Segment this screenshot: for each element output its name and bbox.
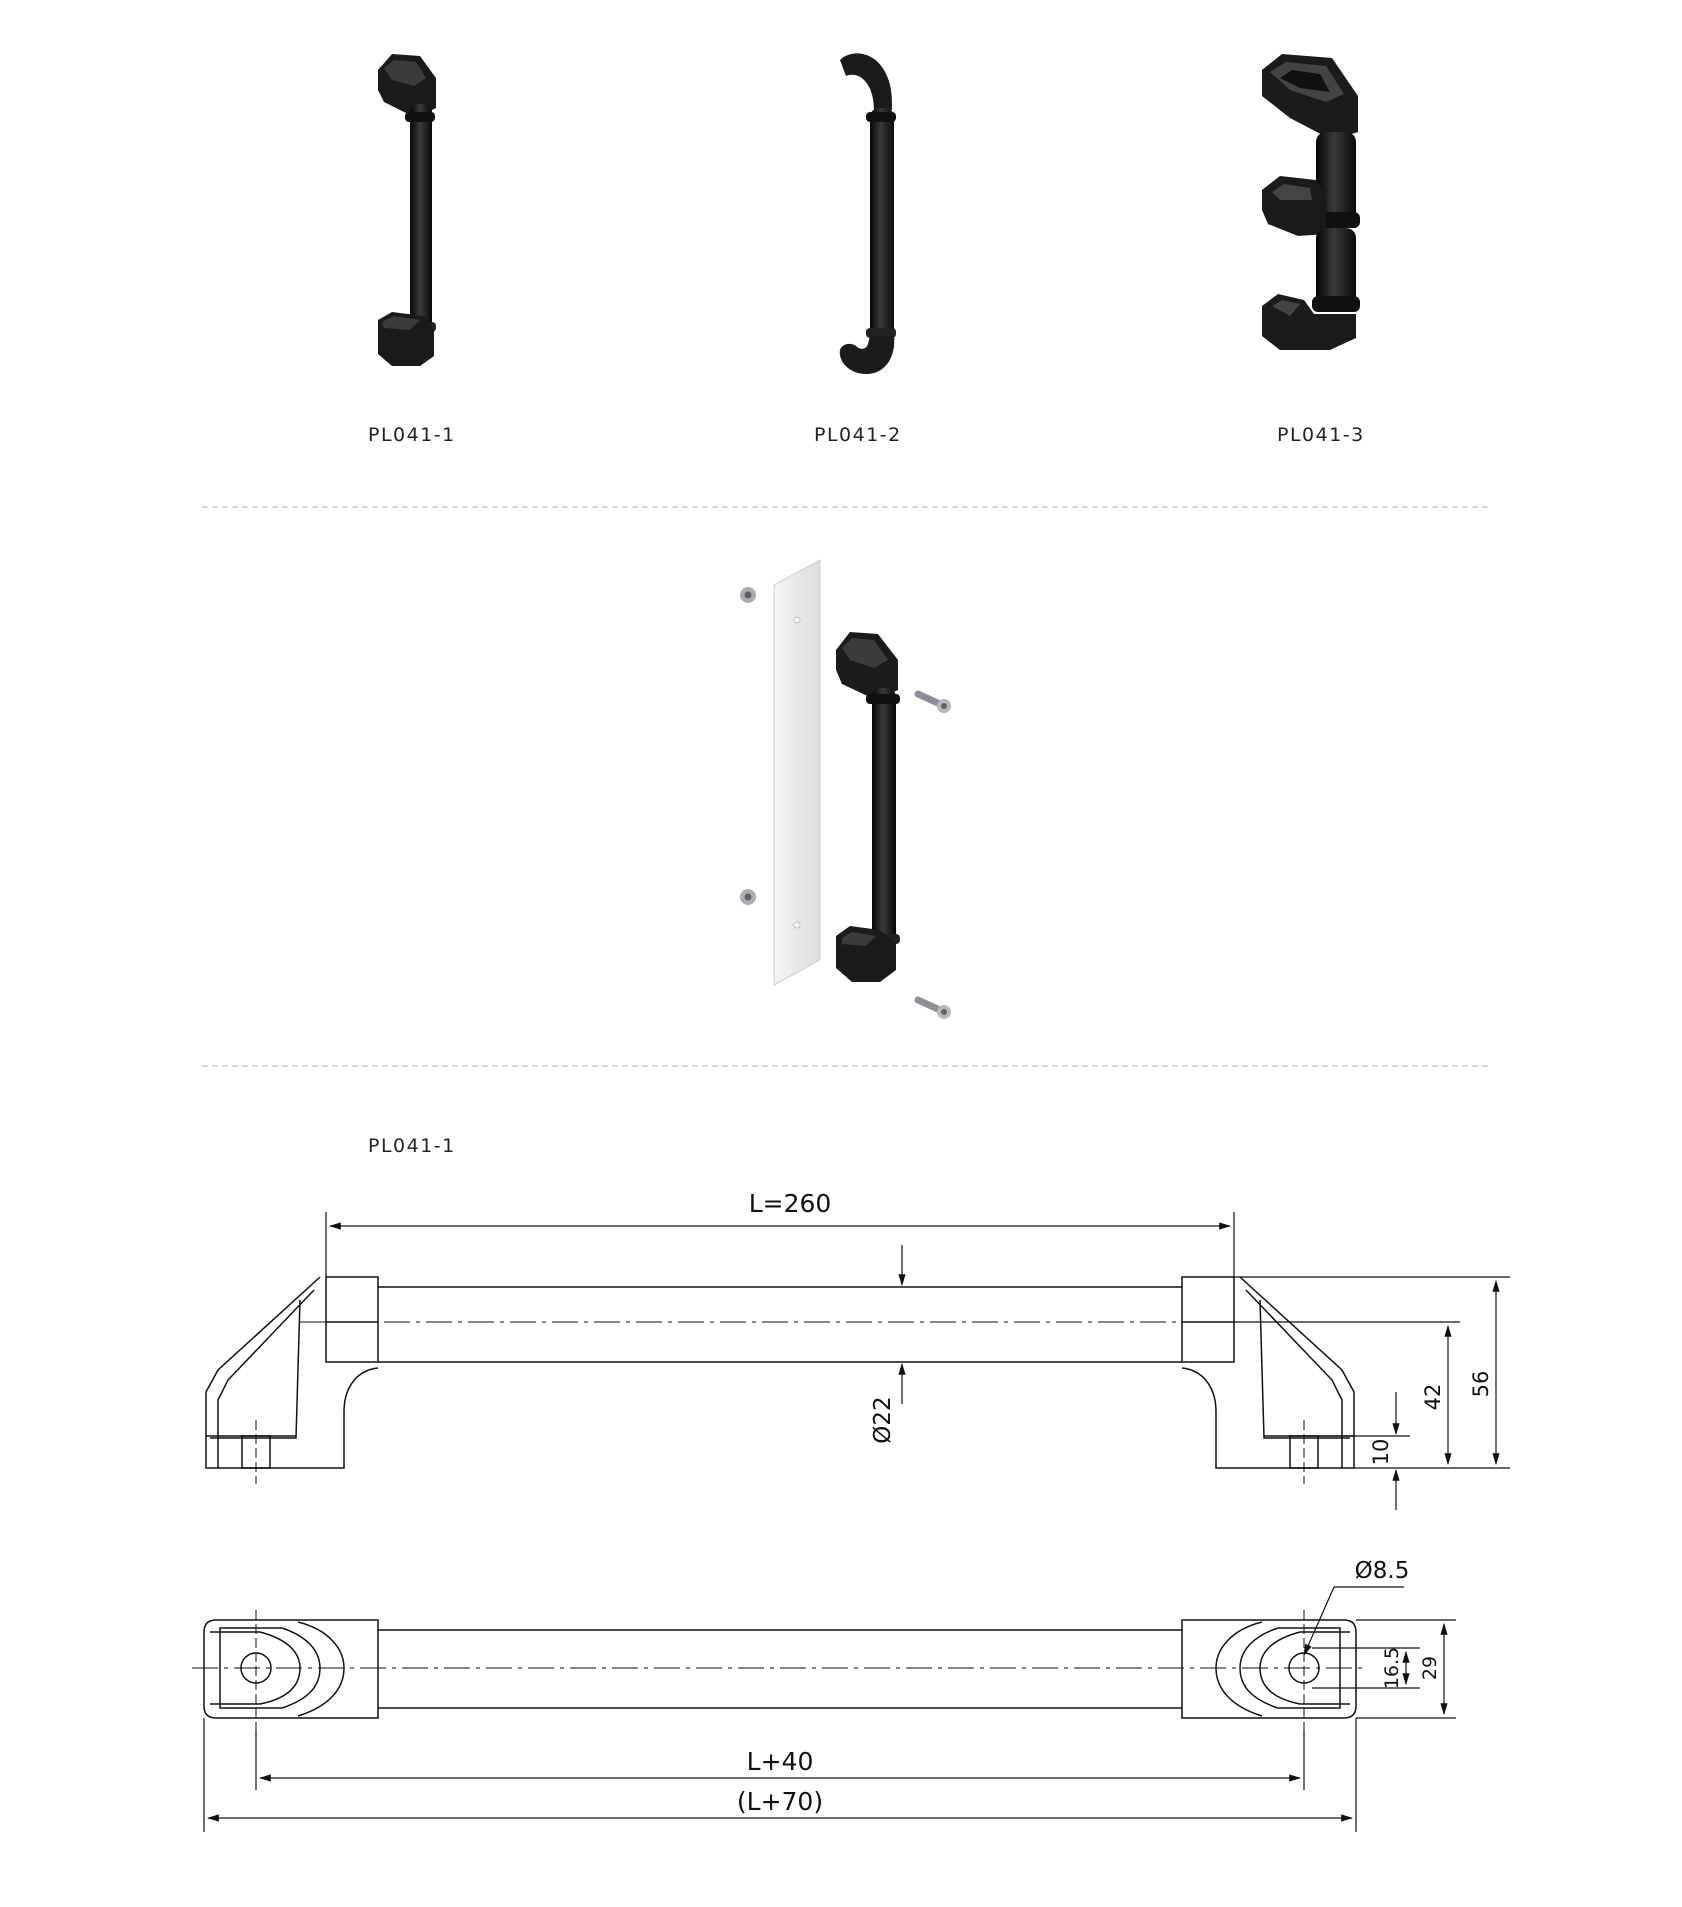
handle-pl041-1-icon [378, 54, 436, 366]
product-label-3: PL041-3 [1277, 424, 1365, 446]
dim-foot-width: 29 [1419, 1655, 1441, 1681]
nut-icon [740, 587, 756, 603]
screw-icon [918, 694, 951, 713]
product-label-2: PL041-2 [814, 424, 902, 446]
dim-base-thickness: 10 [1369, 1438, 1393, 1466]
exploded-assembly [740, 560, 951, 1019]
dim-height-total: 56 [1469, 1370, 1493, 1398]
handle-pl041-2-icon [840, 53, 896, 374]
top-view-dimensions [204, 1587, 1456, 1832]
product-label-1: PL041-1 [368, 424, 456, 446]
drawing-title: PL041-1 [368, 1135, 456, 1157]
dim-diameter-bar: Ø22 [870, 1396, 896, 1444]
side-view-drawing [206, 1277, 1354, 1484]
screw-icon [918, 1000, 951, 1019]
top-view-drawing [192, 1610, 1368, 1730]
handle-pl041-3-icon [1262, 54, 1360, 350]
dim-hole-spacing: L+40 [746, 1747, 814, 1776]
dim-hole-diameter: Ø8.5 [1354, 1558, 1410, 1584]
dim-height-center: 42 [1421, 1383, 1445, 1411]
dim-overall-length: (L+70) [736, 1787, 824, 1816]
nut-icon [740, 889, 756, 905]
dim-length: L=260 [748, 1189, 832, 1218]
dim-hole-width: 16.5 [1381, 1646, 1403, 1690]
